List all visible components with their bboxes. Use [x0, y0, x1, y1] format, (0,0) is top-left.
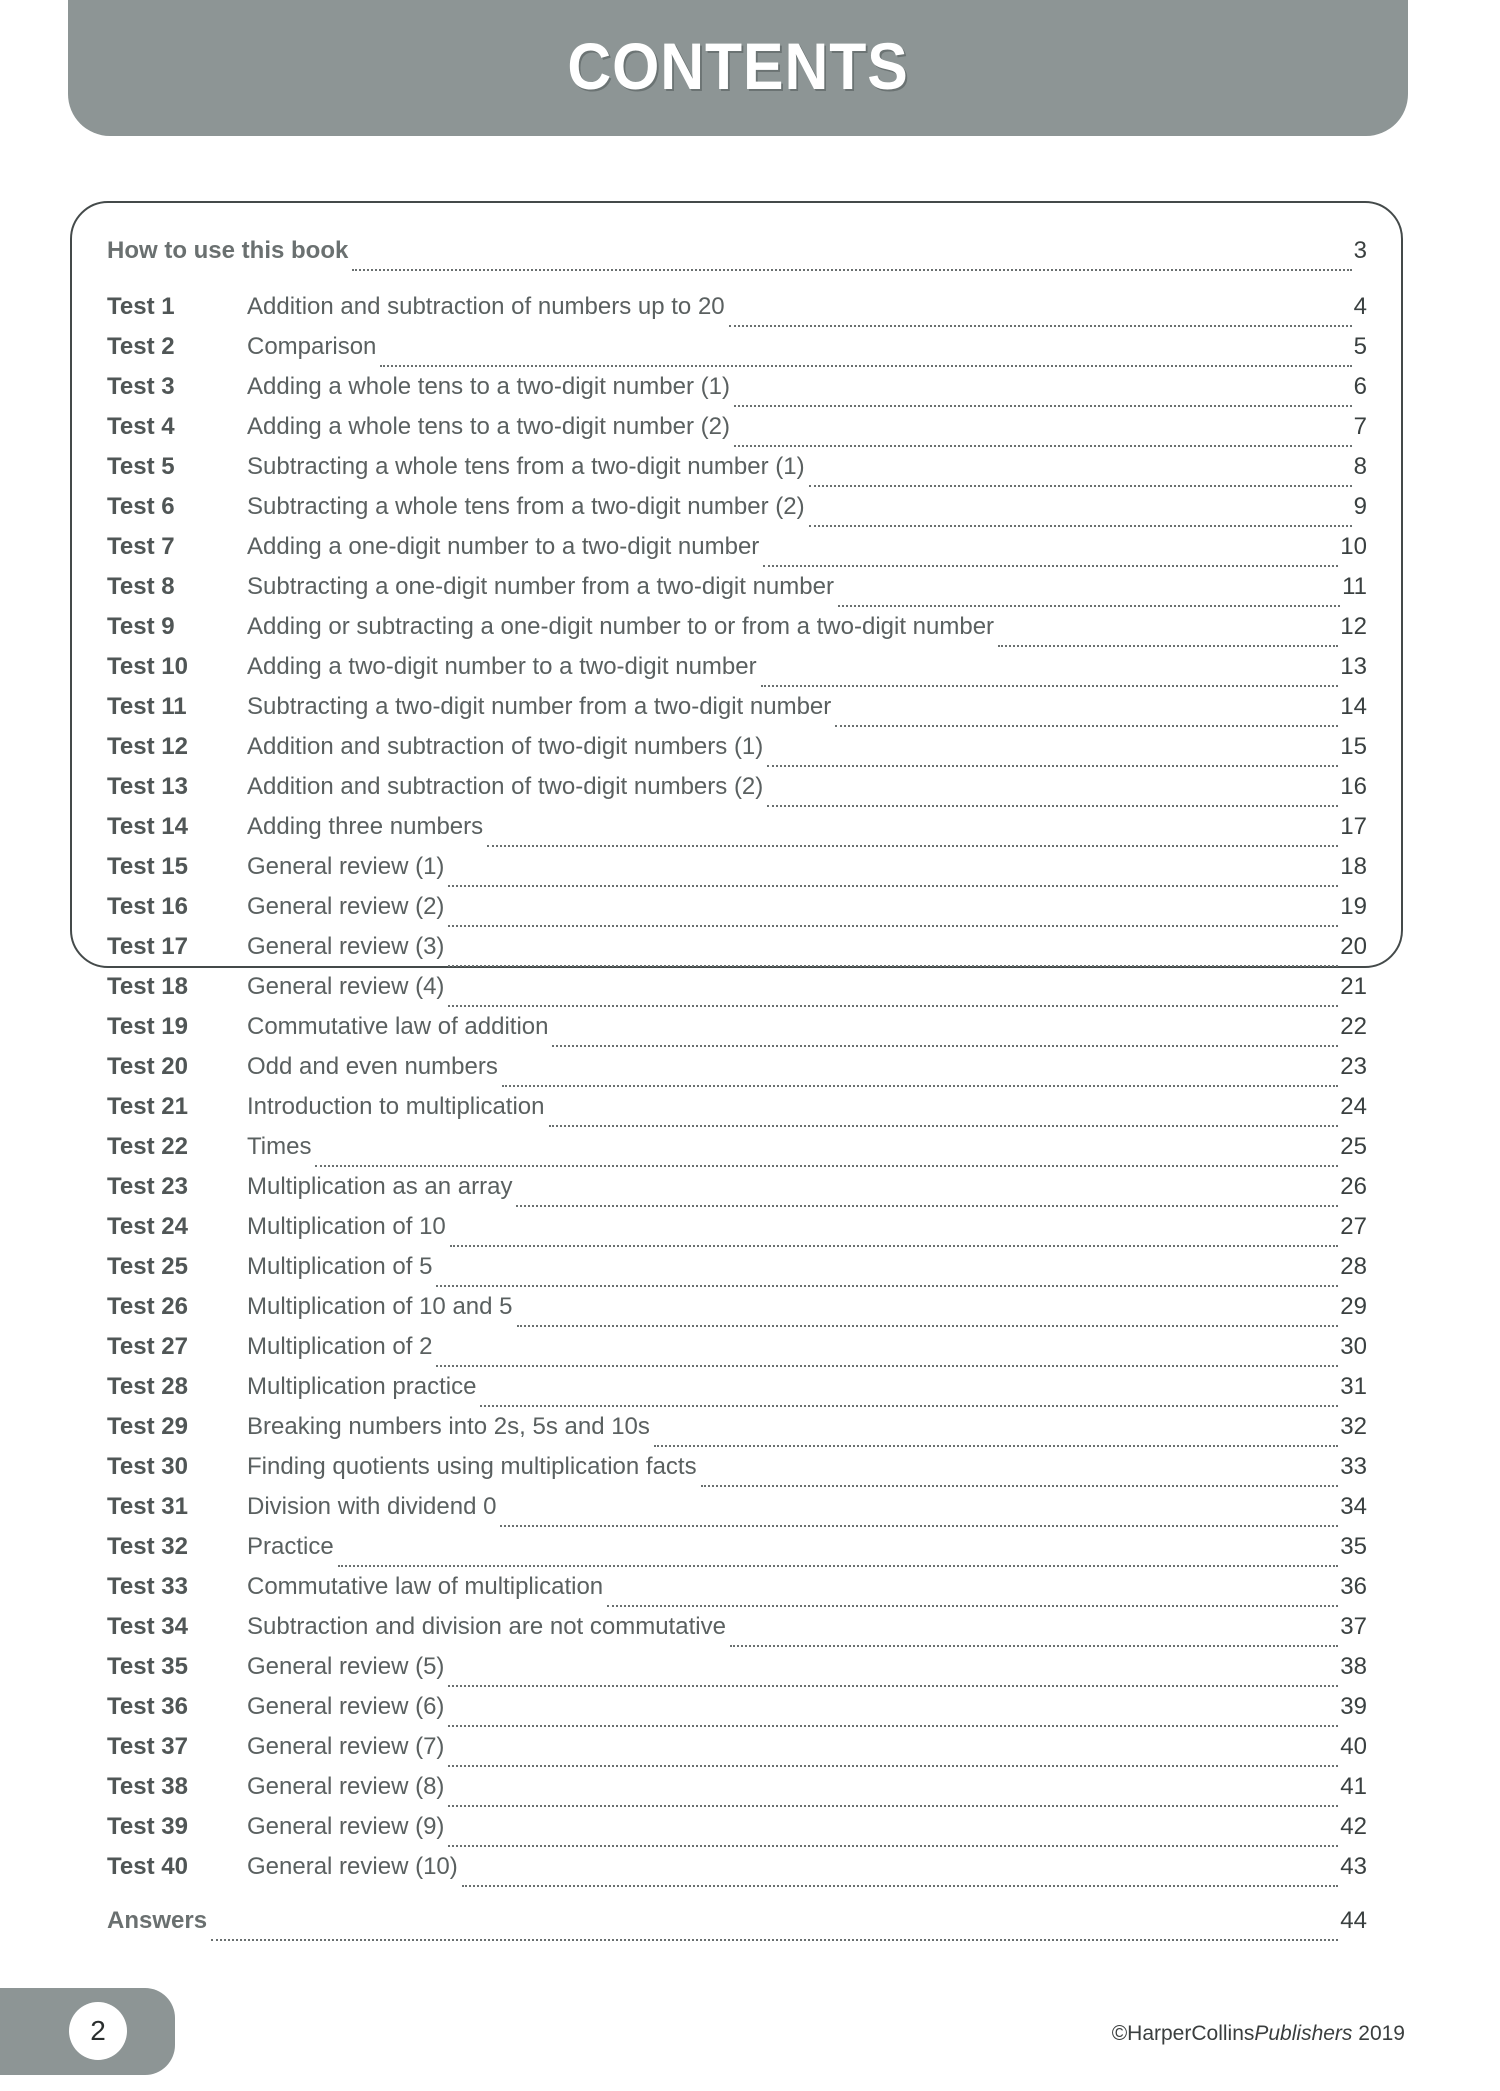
dot-leader — [450, 1244, 1339, 1247]
toc-page-number: 38 — [1340, 1653, 1367, 1680]
toc-page-number: 13 — [1340, 653, 1367, 680]
test-title: General review (9) — [247, 1813, 445, 1840]
test-number: Test 29 — [107, 1413, 188, 1440]
test-number: Test 32 — [107, 1533, 188, 1560]
test-title: Subtracting a whole tens from a two-digit number (1) — [247, 453, 805, 480]
toc-page-number: 11 — [1342, 573, 1367, 600]
dot-leader — [480, 1404, 1338, 1407]
dot-leader — [448, 1844, 1338, 1847]
test-number: Test 24 — [107, 1213, 188, 1240]
toc-page-number: 17 — [1340, 813, 1367, 840]
test-title: General review (5) — [247, 1653, 445, 1680]
test-number: Test 35 — [107, 1653, 188, 1680]
toc-page-number: 43 — [1340, 1853, 1367, 1880]
toc-entry[interactable] — [107, 492, 1367, 532]
test-number: Test 8 — [107, 573, 175, 600]
toc-entry[interactable] — [107, 732, 1367, 772]
test-number: Test 4 — [107, 413, 175, 440]
test-number: Test 21 — [107, 1093, 188, 1120]
toc-entry[interactable] — [107, 852, 1367, 892]
toc-page-number: 19 — [1340, 893, 1367, 920]
dot-leader — [838, 604, 1340, 607]
toc-entry[interactable] — [107, 772, 1367, 812]
test-title: Adding a whole tens to a two-digit number (1) — [247, 373, 730, 400]
test-number: Test 19 — [107, 1013, 188, 1040]
test-title: General review (2) — [247, 893, 445, 920]
dot-leader — [734, 444, 1352, 447]
test-title: Commutative law of multiplication — [247, 1573, 604, 1600]
dot-leader — [517, 1324, 1339, 1327]
dot-leader — [502, 1084, 1338, 1087]
toc-entry-answers[interactable] — [107, 1906, 1367, 1946]
dot-leader — [998, 644, 1338, 647]
toc-entry[interactable] — [107, 692, 1367, 732]
test-title: Subtraction and division are not commutative — [247, 1613, 726, 1640]
test-title: Addition and subtraction of numbers up to 20 — [247, 293, 725, 320]
dot-leader — [436, 1364, 1338, 1367]
dot-leader — [763, 564, 1338, 567]
toc-page-number: 5 — [1353, 333, 1367, 360]
copyright-notice — [1112, 2022, 1405, 2046]
test-title: Adding or subtracting a one-digit number to or from a two-digit number — [247, 613, 995, 640]
toc-entry[interactable] — [107, 1252, 1367, 1292]
page-number: 2 — [69, 2002, 127, 2060]
dot-leader — [448, 1004, 1338, 1007]
dot-leader — [448, 1684, 1338, 1687]
test-title: Multiplication of 5 — [247, 1253, 433, 1280]
page-title: CONTENTS — [567, 29, 909, 103]
toc-page-number: 32 — [1340, 1413, 1367, 1440]
toc-entry[interactable] — [107, 1292, 1367, 1332]
test-number: Test 1 — [107, 293, 175, 320]
toc-entry[interactable] — [107, 532, 1367, 572]
dot-leader — [448, 1764, 1338, 1767]
toc-page-number: 16 — [1340, 773, 1367, 800]
test-number: Test 14 — [107, 813, 188, 840]
toc-page-number: 27 — [1340, 1213, 1367, 1240]
toc-page-number: 39 — [1340, 1693, 1367, 1720]
toc-entry[interactable] — [107, 1092, 1367, 1132]
test-number: Test 3 — [107, 373, 175, 400]
dot-leader — [352, 268, 1351, 271]
dot-leader — [448, 1804, 1338, 1807]
test-number: Test 34 — [107, 1613, 188, 1640]
toc-page-number: 6 — [1353, 373, 1367, 400]
test-title: Adding a one-digit number to a two-digit number — [247, 533, 760, 560]
test-title: General review (3) — [247, 933, 445, 960]
toc-entry[interactable] — [107, 972, 1367, 1012]
test-number: Test 20 — [107, 1053, 188, 1080]
test-number: Test 12 — [107, 733, 188, 760]
test-number: Test 30 — [107, 1453, 188, 1480]
test-number: Test 37 — [107, 1733, 188, 1760]
toc-entry[interactable] — [107, 1412, 1367, 1452]
dot-leader — [487, 844, 1338, 847]
dot-leader — [767, 804, 1338, 807]
toc-page-number: 29 — [1340, 1293, 1367, 1320]
toc-page-number: 9 — [1353, 493, 1367, 520]
test-title: Comparison — [247, 333, 377, 360]
toc-entry[interactable] — [107, 1372, 1367, 1412]
toc-entry[interactable] — [107, 1692, 1367, 1732]
dot-leader — [549, 1124, 1339, 1127]
toc-page-number: 23 — [1340, 1053, 1367, 1080]
dot-leader — [729, 324, 1352, 327]
test-number: Test 15 — [107, 853, 188, 880]
test-title: Multiplication of 10 — [247, 1213, 446, 1240]
toc-entry[interactable] — [107, 372, 1367, 412]
toc-page-number: 37 — [1340, 1613, 1367, 1640]
test-number: Test 11 — [107, 693, 187, 720]
test-title: Adding a whole tens to a two-digit number (2) — [247, 413, 730, 440]
toc-page-number: 10 — [1340, 533, 1367, 560]
test-number: Test 27 — [107, 1333, 188, 1360]
test-number: Test 22 — [107, 1133, 188, 1160]
toc-page-number: 24 — [1340, 1093, 1367, 1120]
test-title: Commutative law of addition — [247, 1013, 549, 1040]
toc-entry-how-to-use[interactable] — [107, 236, 1367, 276]
toc-entry[interactable] — [107, 1532, 1367, 1572]
toc-entry[interactable] — [107, 612, 1367, 652]
toc-page-number: 14 — [1340, 693, 1367, 720]
test-title: Addition and subtraction of two-digit numbers (2) — [247, 773, 764, 800]
test-number: Test 39 — [107, 1813, 188, 1840]
test-title: Division with dividend 0 — [247, 1493, 497, 1520]
toc-page-number: 33 — [1340, 1453, 1367, 1480]
test-title: Addition and subtraction of two-digit numbers (1) — [247, 733, 764, 760]
dot-leader — [448, 1724, 1338, 1727]
test-title: Multiplication of 2 — [247, 1333, 433, 1360]
dot-leader — [338, 1564, 1339, 1567]
dot-leader — [448, 964, 1338, 967]
test-number: Test 40 — [107, 1853, 188, 1880]
test-title: Introduction to multiplication — [247, 1093, 545, 1120]
test-number: Test 28 — [107, 1373, 188, 1400]
test-title: Multiplication practice — [247, 1373, 477, 1400]
test-title: Subtracting a two-digit number from a two-digit number — [247, 693, 832, 720]
toc-page-number: 7 — [1353, 413, 1367, 440]
toc-page-number: 20 — [1340, 933, 1367, 960]
dot-leader — [809, 524, 1352, 527]
test-title: General review (8) — [247, 1773, 445, 1800]
toc-page-number: 15 — [1340, 733, 1367, 760]
toc-entry[interactable] — [107, 452, 1367, 492]
test-number: Test 6 — [107, 493, 175, 520]
toc-entry[interactable] — [107, 1812, 1367, 1852]
dot-leader — [211, 1938, 1338, 1941]
toc-page-number: 21 — [1340, 973, 1367, 1000]
toc-entry[interactable] — [107, 1012, 1367, 1052]
test-title: General review (10) — [247, 1853, 458, 1880]
dot-leader — [835, 724, 1338, 727]
toc-page-number: 18 — [1340, 853, 1367, 880]
toc-entry[interactable] — [107, 812, 1367, 852]
toc-entry[interactable] — [107, 1772, 1367, 1812]
test-number: Test 7 — [107, 533, 175, 560]
toc-entry[interactable] — [107, 1212, 1367, 1252]
test-number: Test 5 — [107, 453, 175, 480]
dot-leader — [462, 1884, 1339, 1887]
toc-page-number: 26 — [1340, 1173, 1367, 1200]
test-title: Adding a two-digit number to a two-digit number — [247, 653, 757, 680]
toc-entry[interactable] — [107, 572, 1367, 612]
toc-page-number: 4 — [1353, 293, 1367, 320]
toc-page-number: 42 — [1340, 1813, 1367, 1840]
test-title: General review (4) — [247, 973, 445, 1000]
toc-entry[interactable] — [107, 1132, 1367, 1172]
test-number: Test 31 — [107, 1493, 188, 1520]
test-title: Subtracting a whole tens from a two-digit number (2) — [247, 493, 805, 520]
test-number: Test 18 — [107, 973, 188, 1000]
test-number: Test 26 — [107, 1293, 188, 1320]
toc-entry[interactable] — [107, 1652, 1367, 1692]
dot-leader — [761, 684, 1339, 687]
toc-entry[interactable] — [107, 1492, 1367, 1532]
test-number: Test 23 — [107, 1173, 188, 1200]
toc-entry-label: How to use this book — [107, 237, 349, 264]
dot-leader — [701, 1484, 1339, 1487]
test-title: Odd and even numbers — [247, 1053, 498, 1080]
test-number: Test 17 — [107, 933, 188, 960]
toc-entry-label: Answers — [107, 1907, 208, 1934]
test-number: Test 2 — [107, 333, 175, 360]
dot-leader — [654, 1444, 1338, 1447]
toc-entry[interactable] — [107, 932, 1367, 972]
toc-page-number: 34 — [1340, 1493, 1367, 1520]
test-title: Finding quotients using multiplication facts — [247, 1453, 697, 1480]
dot-leader — [809, 484, 1352, 487]
toc-entry[interactable] — [107, 1572, 1367, 1612]
test-number: Test 16 — [107, 893, 188, 920]
toc-entry[interactable] — [107, 1052, 1367, 1092]
toc-entry[interactable] — [107, 1332, 1367, 1372]
contents-banner — [68, 0, 1408, 136]
test-number: Test 9 — [107, 613, 175, 640]
toc-page-number: 44 — [1340, 1907, 1367, 1934]
toc-page-number: 25 — [1340, 1133, 1367, 1160]
test-number: Test 38 — [107, 1773, 188, 1800]
toc-entry[interactable] — [107, 412, 1367, 452]
dot-leader — [734, 404, 1352, 407]
dot-leader — [448, 884, 1338, 887]
toc-page-number: 31 — [1340, 1373, 1367, 1400]
test-title: General review (7) — [247, 1733, 445, 1760]
toc-page-number: 36 — [1340, 1573, 1367, 1600]
test-title: Times — [247, 1133, 312, 1160]
toc-entry[interactable] — [107, 1852, 1367, 1892]
toc-entry[interactable] — [107, 1172, 1367, 1212]
test-title: Breaking numbers into 2s, 5s and 10s — [247, 1413, 650, 1440]
toc-page-number: 28 — [1340, 1253, 1367, 1280]
toc-entry[interactable] — [107, 332, 1367, 372]
test-title: General review (1) — [247, 853, 445, 880]
toc-page-number: 3 — [1353, 237, 1367, 264]
toc-page-number: 22 — [1340, 1013, 1367, 1040]
toc-page-number: 8 — [1353, 453, 1367, 480]
toc-entry[interactable] — [107, 652, 1367, 692]
dot-leader — [607, 1604, 1338, 1607]
test-title: Multiplication as an array — [247, 1173, 513, 1200]
toc-page-number: 12 — [1340, 613, 1367, 640]
page-number-tab — [0, 1988, 175, 2075]
copyright-publisher: ©HarperCollins — [1111, 2022, 1255, 2045]
test-title: Subtracting a one-digit number from a two-digit number — [247, 573, 834, 600]
toc-page-number: 40 — [1340, 1733, 1367, 1760]
dot-leader — [380, 364, 1351, 367]
dot-leader — [516, 1204, 1338, 1207]
test-number: Test 10 — [107, 653, 188, 680]
toc-page-number: 30 — [1340, 1333, 1367, 1360]
dot-leader — [448, 924, 1338, 927]
toc-entry[interactable] — [107, 1732, 1367, 1772]
toc-page-number: 35 — [1340, 1533, 1367, 1560]
test-number: Test 36 — [107, 1693, 188, 1720]
dot-leader — [315, 1164, 1338, 1167]
test-number: Test 25 — [107, 1253, 188, 1280]
test-title: Practice — [247, 1533, 334, 1560]
toc-page-number: 41 — [1340, 1773, 1367, 1800]
dot-leader — [500, 1524, 1338, 1527]
dot-leader — [767, 764, 1338, 767]
copyright-year: 2019 — [1352, 2022, 1405, 2045]
toc-entry[interactable] — [107, 1612, 1367, 1652]
dot-leader — [552, 1044, 1338, 1047]
test-number: Test 33 — [107, 1573, 188, 1600]
toc-entry[interactable] — [107, 892, 1367, 932]
test-title: Multiplication of 10 and 5 — [247, 1293, 513, 1320]
dot-leader — [436, 1284, 1338, 1287]
toc-entry[interactable] — [107, 292, 1367, 332]
test-title: General review (6) — [247, 1693, 445, 1720]
toc-entry[interactable] — [107, 1452, 1367, 1492]
copyright-publisher-italic: Publishers — [1254, 2022, 1353, 2045]
test-number: Test 13 — [107, 773, 188, 800]
test-title: Adding three numbers — [247, 813, 484, 840]
dot-leader — [730, 1644, 1338, 1647]
